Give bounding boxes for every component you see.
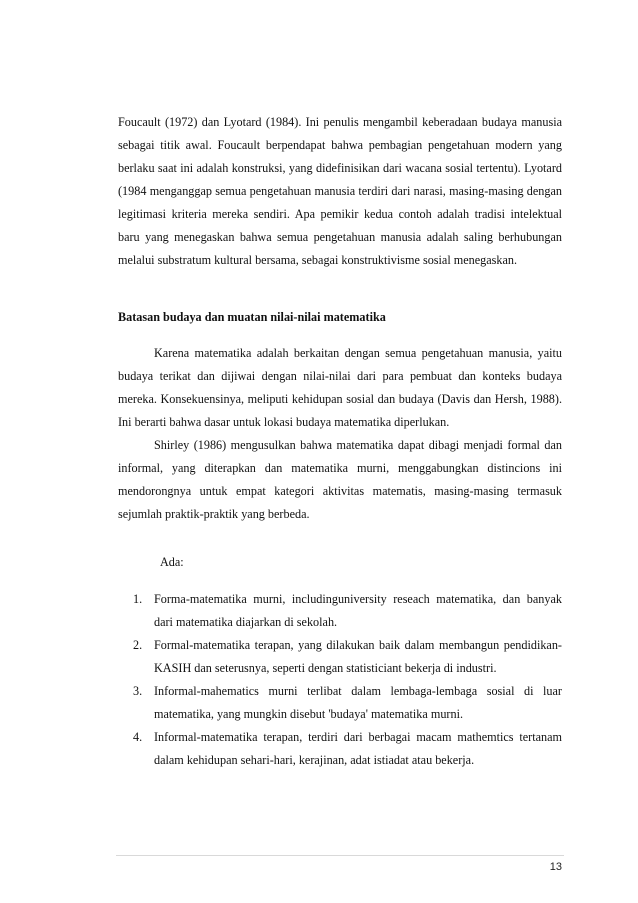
ada-label: Ada: [160, 555, 184, 569]
list-item-text: Informal-matematika terapan, terdiri dari berbagai macam mathemtics tertanam dalam kehidupan sehari-hari, kerajinan, adat istiadat atau bekerja. [154, 730, 562, 767]
list-item [133, 634, 562, 680]
list-item [133, 680, 562, 726]
list-item [133, 588, 562, 634]
footer-divider [116, 855, 564, 856]
page-number: 13 [549, 861, 562, 873]
paragraph-karena-matematika: Karena matematika adalah berkaitan dengan semua pengetahuan manusia, yaitu budaya terikat dan dijiwai dengan nilai-nilai dari para pembuat dan konteks budaya mereka. Konsekuensinya, meliputi kehidupan sosial dan budaya (Davis dan Hersh, 1988). Ini berarti bahwa dasar untuk lokasi budaya matematika diperlukan. [118, 346, 562, 429]
list-item-number: 4. [133, 730, 143, 744]
list-item [133, 726, 562, 772]
section-heading: Batasan budaya dan muatan nilai-nilai matematika [118, 310, 386, 324]
list-item-number: 2. [133, 638, 143, 652]
paragraph-foucault-lyotard: Foucault (1972) dan Lyotard (1984). Ini penulis mengambil keberadaan budaya manusia sebagai titik awal. Foucault berpendapat bahwa pembagian pengetahuan modern yang berlaku saat ini adalah konstruksi, yang didefinisikan dari wacana sosial tertentu). Lyotard (1984 menganggap semua pengetahuan manusia terdiri dari narasi, masing-masing dengan legitimasi kriteria mereka sendiri. Apa pemikir kedua contoh adalah tradisi intelektual baru yang menegaskan bahwa semua pengetahuan manusia adalah saling berhubungan melalui substratum kultural bersama, sebagai konstruktivisme sosial menegaskan. [118, 115, 562, 267]
list-item-text: Informal-mahematics murni terlibat dalam lembaga-lembaga sosial di luar matematika, yang mungkin disebut 'budaya' matematika murni. [154, 684, 562, 721]
list-item-text: Formal-matematika terapan, yang dilakukan baik dalam membangun pendidikan-KASIH dan seterusnya, seperti dengan statisticiant bekerja di industri. [154, 638, 562, 675]
list-item-number: 3. [133, 684, 143, 698]
paragraph-shirley: Shirley (1986) mengusulkan bahwa matematika dapat dibagi menjadi formal dan informal, yang diterapkan dan matematika murni, menggabungkan distincions ini mendorongnya untuk empat kategori aktivitas matematis, masing-masing termasuk sejumlah praktik-praktik yang berbeda. [118, 438, 562, 521]
category-list [133, 588, 562, 772]
list-item-text: Forma-matematika murni, includinguniversity reseach matematika, dan banyak dari matematika diajarkan di sekolah. [154, 592, 562, 629]
list-item-number: 1. [133, 592, 143, 606]
